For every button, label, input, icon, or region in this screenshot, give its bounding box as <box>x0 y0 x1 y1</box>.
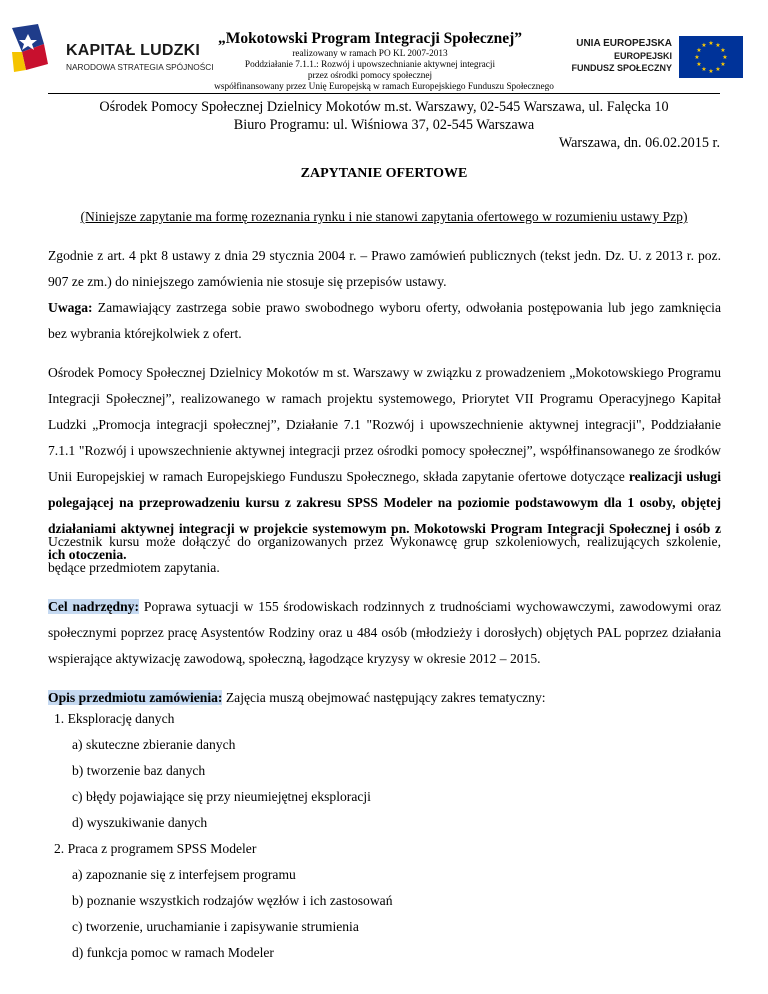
description-text: Zajęcia muszą obejmować następujący zakres tematyczny: <box>222 690 546 705</box>
svg-text:★: ★ <box>701 42 707 49</box>
list-item: b) poznanie wszystkich rodzajów węzłów i ich zastosowań <box>72 893 393 908</box>
document-date: Warszawa, dn. 06.02.2015 r. <box>558 135 720 151</box>
description-label: Opis przedmiotu zamówienia: <box>48 690 223 705</box>
document-header <box>0 0 768 92</box>
svg-text:★: ★ <box>708 40 714 47</box>
svg-text:★: ★ <box>708 68 714 75</box>
kapital-ludzki-logo <box>8 22 214 82</box>
address-line-1: Ośrodek Pomocy Społecznej Dzielnicy Mokotów m.st. Warszawy, 02-545 Warszawa, ul. Falęcka 10 <box>99 99 669 115</box>
header-line-1: realizowany w ramach PO KL 2007-2013 <box>292 49 448 59</box>
eu-label <box>566 38 672 74</box>
paragraph-participant: Uczestnik kursu może dołączyć do organizowanych przez Wykonawcę grup szkoleniowych, realizujących szkolenie, będące przedmiotem zapytania. <box>48 534 721 575</box>
request-subject: realizacji usługi polegającej na przeprowadzeniu kursu z zakresu SPSS Modeler na poziomie podstawowym dla 1 osoby, objętej działaniami aktywnej integracji w projekcie systemowym pn. Mokotowski Program Integracji Społecznej i osób z ich otoczenia. <box>48 469 722 562</box>
notice-label: Uwaga: <box>48 300 93 315</box>
kapital-ludzki-emblem-icon <box>8 22 58 78</box>
brand-title: KAPITAŁ LUDZKI <box>66 42 201 59</box>
program-title: „Mokotowski Program Integracji Społecznej” <box>217 30 523 47</box>
svg-text:★: ★ <box>715 66 721 73</box>
paragraph-notice <box>48 295 721 347</box>
list-item: d) wyszukiwanie danych <box>72 815 208 830</box>
eu-label-1: UNIA EUROPEJSKA <box>576 38 672 49</box>
svg-text:★: ★ <box>701 66 707 73</box>
svg-text:★: ★ <box>722 54 728 61</box>
list-item: c) błędy pojawiające się przy nieumiejętnej eksploracji <box>72 789 371 804</box>
brand-subtitle: NARODOWA STRATEGIA SPÓJNOŚCI <box>66 62 214 72</box>
list-item: a) zapoznanie się z interfejsem programu <box>72 867 296 882</box>
list-item: c) tworzenie, uruchamianie i zapisywanie strumienia <box>72 919 359 934</box>
list-item: 1. Eksplorację danych <box>54 711 175 726</box>
document-title: ZAPYTANIE OFERTOWE <box>300 166 468 181</box>
legal-note: (Niniejsze zapytanie ma formę rozeznania rynku i nie stanowi zapytania ofertowego w rozumieniu ustawy Pzp) <box>80 209 688 224</box>
goal-text: Poprawa sytuacji w 155 środowiskach rodzinnych z trudnościami wychowawczymi, zawodowymi oraz społecznymi poprzez pracę Asystentów Rodziny oraz u 484 osób (młodzieży i dorosłych) objętych PAL poprzez działania wspierające aktywizację zawodową, społeczną, łagodzące kryzysy w okresie 2012 – 2015. <box>48 599 721 666</box>
header-separator <box>48 93 720 94</box>
svg-text:★: ★ <box>720 47 726 54</box>
goal-label: Cel nadrzędny: <box>48 599 139 614</box>
eu-flag-icon <box>679 36 743 78</box>
svg-text:★: ★ <box>696 61 702 68</box>
eu-label-2: EUROPEJSKI <box>613 51 672 61</box>
paragraph-description <box>48 685 721 711</box>
header-cofinance-line: współfinansowany przez Unię Europejską w ramach Europejskiego Funduszu Społecznego <box>214 82 554 92</box>
header-line-2: Poddziałanie 7.1.1.: Rozwój i upowszechnianie aktywnej integracji <box>244 60 496 70</box>
svg-text:★: ★ <box>715 42 721 49</box>
svg-text:★: ★ <box>696 47 702 54</box>
list-item: 2. Praca z programem SPSS Modeler <box>54 841 257 856</box>
request-text: Ośrodek Pomocy Społecznej Dzielnicy Mokotów m st. Warszawy w związku z prowadzeniem „Mokotowskiego Programu Integracji Społecznej”, realizowanego w ramach projektu systemowego, Priorytet VII Programu Operacyjnego Kapitał Ludzki „Promocja integracji społecznej”, Działanie 7.1 "Rozwój i upowszechnienie aktywnej integracji", Poddziałanie 7.1.1 "Rozwój i upowszechnienie aktywnej integracji przez ośrodki pomocy społecznej”, współfinansowanego ze środków Unii Europejskiej w ramach Europejskiego Funduszu Społecznego, składa zapytanie ofertowe dotyczące <box>48 365 721 484</box>
list-item: a) skuteczne zbieranie danych <box>72 737 236 752</box>
notice-text: Zamawiający zastrzega sobie prawo swobodnego wyboru oferty, odwołania postępowania lub jego zamknięcia bez wybrania którejkolwiek z ofert. <box>48 300 721 341</box>
eu-label-3: FUNDUSZ SPOŁECZNY <box>571 63 672 73</box>
list-item: b) tworzenie baz danych <box>72 763 206 778</box>
address-line-2: Biuro Programu: ul. Wiśniowa 37, 02-545 Warszawa <box>233 117 535 133</box>
header-line-3: przez ośrodki pomocy społecznej <box>307 71 433 81</box>
svg-text:★: ★ <box>694 54 700 61</box>
svg-text:★: ★ <box>720 61 726 68</box>
paragraph-legal-basis: Zgodnie z art. 4 pkt 8 ustawy z dnia 29 stycznia 2004 r. – Prawo zamówień publicznych (tekst jedn. Dz. U. z 2013 r. poz. 907 ze zm.) do niniejszego zamówienia nie stosuje się przepisów ustawy. <box>48 248 721 289</box>
paragraph-goal <box>48 594 721 672</box>
list-item: d) funkcja pomoc w ramach Modeler <box>72 945 274 960</box>
